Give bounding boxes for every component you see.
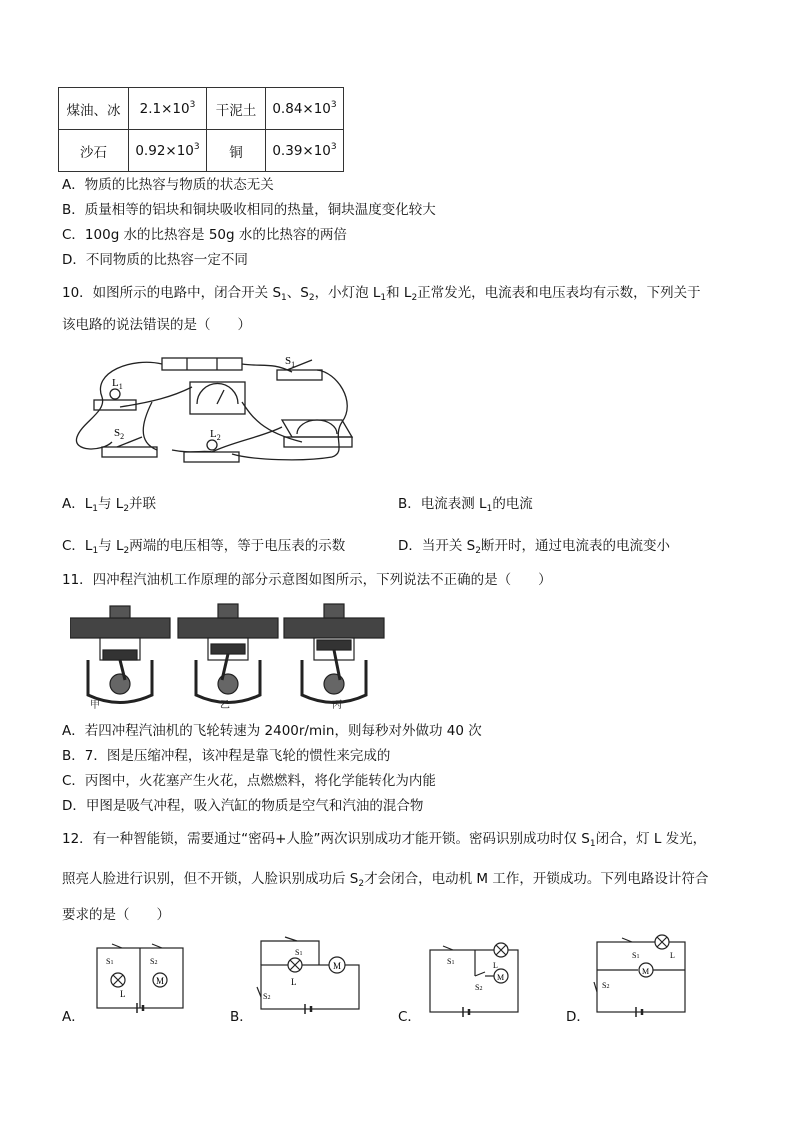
switch-s1-label: S1: [447, 957, 455, 966]
table-cell: $0.92\times 10^3$: [129, 130, 207, 172]
q12-stem-line3: 要求的是（ ）: [62, 907, 170, 923]
switch-s2-label: S2: [263, 992, 271, 1001]
q11-option-c: C．丙图中，火花塞产生火花，点燃燃料，将化学能转化为内能: [62, 773, 436, 789]
q10-option-a: A．$L_1$与 $L_2$并联: [62, 496, 157, 514]
q11-stem: 11．四冲程汽油机工作原理的部分示意图如图所示，下列说法不正确的是（ ）: [62, 572, 552, 588]
q9-option-a: A．物质的比热容与物质的状态无关: [62, 177, 274, 193]
fig-label-yi: 乙: [220, 700, 230, 710]
q9-option-c: C．100g 水的比热容是 50g 水的比热容的两倍: [62, 227, 347, 243]
specific-heat-table: [58, 87, 344, 172]
motor-label: M: [156, 976, 165, 986]
q11-option-b: B．7．图是压缩冲程，该冲程是靠飞轮的惯性来完成的: [62, 748, 391, 764]
motor-label: M: [333, 961, 342, 971]
q9-option-d: D．不同物质的比热容一定不同: [62, 252, 248, 268]
q10-stem-line2: 该电路的说法错误的是（ ）: [62, 317, 251, 333]
fig-label-l1: $L_1$: [112, 377, 123, 391]
q11-option-d: D．甲图是吸气冲程，吸入汽缸的物质是空气和汽油的混合物: [62, 798, 424, 814]
q10-option-d: D．当开关 $S_2$断开时，通过电流表的电流变小: [398, 538, 670, 556]
fig-label-s1: $S_1$: [285, 355, 296, 369]
motor-label: M: [497, 973, 505, 982]
switch-s1-label: S1: [632, 951, 640, 960]
q12-circuit-c: [425, 938, 525, 1018]
q10-stem-line1: 10．如图所示的电路中，闭合开关 $S_1$、$S_2$，小灯泡 $L_1$和 $L_2$正常发光，电流表和电压表均有示数，下列关于: [62, 285, 701, 303]
q12-option-d-label: D．: [566, 1009, 590, 1025]
switch-s1-label: S1: [295, 948, 303, 957]
lamp-label: L: [493, 961, 498, 970]
switch-s2-label: S2: [602, 981, 610, 990]
lamp-label: L: [291, 977, 297, 987]
lamp-label: L: [670, 951, 675, 960]
fig-label-s2: $S_2$: [114, 427, 125, 441]
q12-option-a-label: A．: [62, 1009, 85, 1025]
q9-option-b: B．质量相等的铝块和铜块吸收相同的热量，铜块温度变化较大: [62, 202, 436, 218]
table-row: [59, 130, 344, 172]
q12-circuit-a: [92, 940, 190, 1016]
q12-circuit-d: [592, 930, 692, 1018]
q11-engine-figure: [70, 600, 390, 710]
table-cell: 煤油、冰: [59, 88, 129, 130]
switch-s1-label: S1: [106, 957, 114, 966]
q11-option-a: A．若四冲程汽油机的飞轮转速为 2400r/min，则每秒对外做功 40 次: [62, 723, 482, 739]
fig-label-l2: $L_2$: [210, 428, 221, 442]
switch-s2-label: S2: [150, 957, 158, 966]
q12-stem-line2: 照亮人脸进行识别，但不开锁，人脸识别成功后 $S_2$才会闭合，电动机 M 工作，开锁成功。下列电路设计符合: [62, 871, 709, 889]
table-cell: $0.84\times 10^3$: [266, 88, 344, 130]
fig-label-bing: 丙: [332, 700, 342, 710]
lamp-label: L: [120, 989, 126, 999]
fig-label-jia: 甲: [90, 700, 100, 710]
q10-circuit-figure: [62, 342, 360, 470]
table-row: [59, 88, 344, 130]
table-cell: $2.1\times 10^3$: [129, 88, 207, 130]
q10-option-b: B．电流表测 $L_1$的电流: [398, 496, 533, 514]
table-cell: 沙石: [59, 130, 129, 172]
q12-option-b-label: B．: [230, 1009, 253, 1025]
q12-circuit-b: [255, 935, 365, 1017]
q12-option-c-label: C．: [398, 1009, 421, 1025]
table-cell: 铜: [207, 130, 266, 172]
table-cell: 干泥土: [207, 88, 266, 130]
table-cell: $0.39\times 10^3$: [266, 130, 344, 172]
motor-label: M: [642, 967, 650, 976]
q10-option-c: C．$L_1$与 $L_2$两端的电压相等，等于电压表的示数: [62, 538, 346, 556]
q12-stem-line1: 12．有一种智能锁，需要通过“密码+人脸”两次识别成功才能开锁。密码识别成功时仅 $S_1$闭合，灯 L 发光，: [62, 831, 707, 849]
switch-s2-label: S2: [475, 983, 483, 992]
